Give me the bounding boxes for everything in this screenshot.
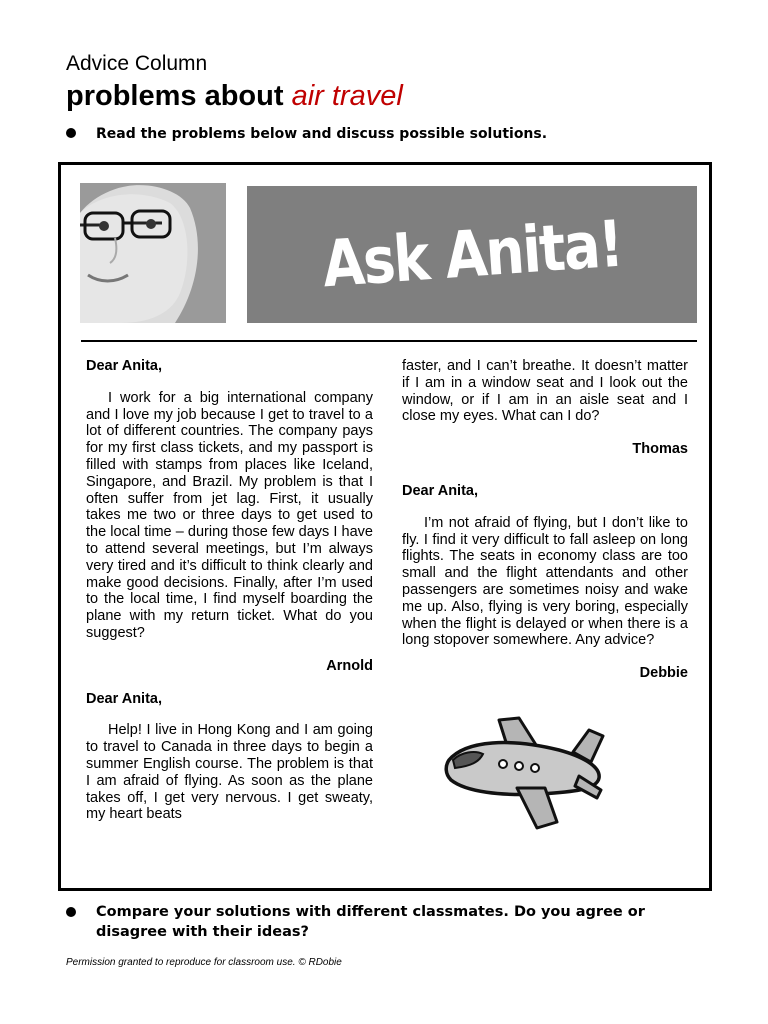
thomas-body-part2: faster, and I can’t breathe. It doesn’t matter if I am in a window seat and I look out the window, or if I am in an aisle seat and I close my eyes. What can I do?	[402, 358, 688, 425]
ask-anita-banner	[247, 186, 697, 323]
thomas-signature: Thomas	[632, 441, 688, 458]
left-column	[86, 358, 373, 823]
debbie-signature: Debbie	[639, 665, 688, 682]
arnold-body: I work for a big international company and I love my job because I get to travel to a lot of different countries. The company pays for my first class tickets, and my passport is filled with stamps from places like Iceland, Singapore, and Brazil. My problem is that I often suffer from jet lag. First, it usually takes me two or three days to get used to the local time – during those few days I have to attend several meetings, but I’m always very tired and it’s difficult to think clearly and make good decisions. Finally, after I’m used to the local time, I find myself boarding the plane with my return ticket. What do you suggest?	[86, 389, 373, 641]
airplane-icon	[441, 710, 611, 835]
title-prefix: problems about	[66, 80, 292, 112]
debbie-salutation: Dear Anita,	[402, 482, 479, 499]
section-kicker: Advice Column	[66, 52, 208, 75]
thomas-salutation: Dear Anita,	[86, 690, 163, 707]
instruction-bottom-rest: Do you agree or disagree with their ideas?	[96, 904, 645, 940]
page-title	[66, 79, 403, 113]
arnold-signature: Arnold	[326, 657, 373, 674]
instruction-bottom-lead: Compare your solutions with different classmates.	[96, 904, 509, 920]
portrait-illustration	[80, 183, 226, 323]
right-column	[402, 358, 688, 682]
instruction-top-text: Read the problems below and discuss possible solutions.	[96, 126, 548, 142]
debbie-body: I’m not afraid of flying, but I don’t like to fly. I find it very difficult to fall asleep on long flights. The seats in economy class are too small and the flight attendants and other passengers are sometimes noisy and wake me up. Also, flying is very boring, especially when the flight is delayed or when there is a long stopover somewhere. Any advice?	[402, 514, 688, 649]
divider	[81, 340, 697, 342]
advice-column-frame	[58, 162, 712, 891]
footer-permission: Permission granted to reproduce for classroom use. © RDobie	[66, 957, 342, 968]
bullet-icon	[66, 128, 76, 138]
arnold-salutation: Dear Anita,	[86, 358, 163, 374]
banner-text: Ask Anita!	[319, 207, 625, 302]
title-accent: air travel	[291, 80, 403, 112]
instruction-bottom-text	[96, 902, 706, 942]
anita-photo	[80, 183, 226, 323]
bullet-icon	[66, 907, 76, 917]
thomas-body-part1: Help! I live in Hong Kong and I am going to travel to Canada in three days to begin a summer English course. The problem is that I am afraid of flying. As soon as the plane takes off, I get very nervous. I get sweaty, my heart beats	[86, 722, 373, 823]
